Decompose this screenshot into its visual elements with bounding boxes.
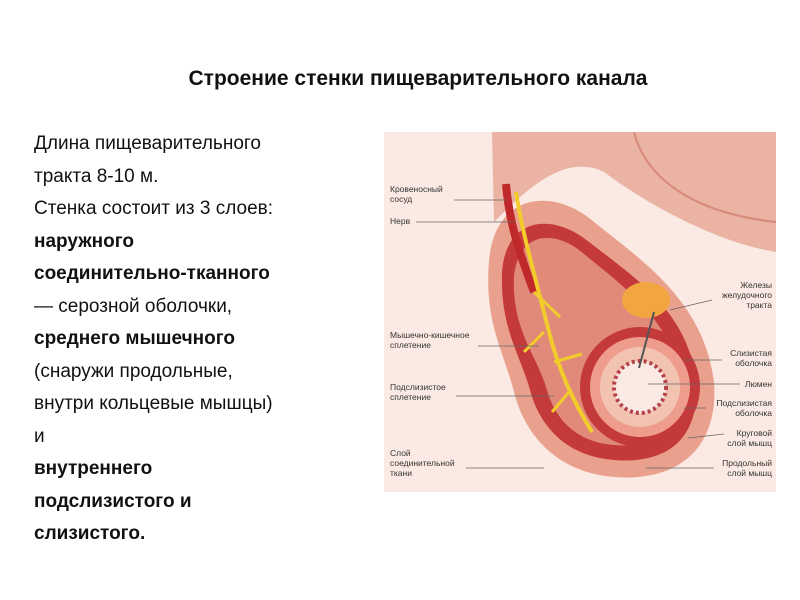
text-line: внутреннего [34, 458, 153, 479]
body-text [34, 128, 384, 551]
gland [622, 282, 670, 318]
label-submucosal-plexus: Подслизистое сплетение [390, 382, 446, 402]
text-line: подслизистого и [34, 490, 192, 512]
label-circular-muscle: Круговой слой мышц [727, 428, 772, 448]
label-lumen: Люмен [744, 379, 772, 389]
text-line: слизистого. [34, 523, 146, 544]
text-line: наружного [34, 230, 135, 252]
lumen [614, 361, 666, 413]
text-line: — серозной оболочки, [34, 295, 233, 317]
label-glands: Железы желудочного тракта [721, 280, 772, 310]
text-line: среднего мышечного [34, 328, 235, 349]
text-line: (снаружи продольные, [34, 360, 233, 382]
label-submucosa: Подслизистая оболочка [716, 398, 772, 418]
text-line: и [34, 425, 45, 447]
label-nerve: Нерв [390, 216, 411, 226]
text-line: внутри кольцевые мышцы) [34, 393, 273, 414]
label-longitudinal-muscle: Продольный слой мышц [722, 458, 772, 478]
text-line: тракта 8-10 м. [34, 165, 159, 187]
slide-title: Строение стенки пищеварительного канала [188, 67, 648, 90]
label-mucosa: Слизистая оболочка [730, 348, 772, 368]
digestive-wall-diagram [384, 132, 776, 492]
text-line: Длина пищеварительного [34, 133, 261, 154]
label-connective-layer: Слой соединительной ткани [390, 448, 455, 478]
label-blood-vessel: Кровеносный сосуд [390, 184, 443, 204]
label-myenteric-plexus: Мышечно-кишечное сплетение [390, 330, 470, 350]
text-line: Стенка состоит из 3 слоев: [34, 198, 274, 219]
text-line: соединительно-тканного [34, 263, 270, 284]
